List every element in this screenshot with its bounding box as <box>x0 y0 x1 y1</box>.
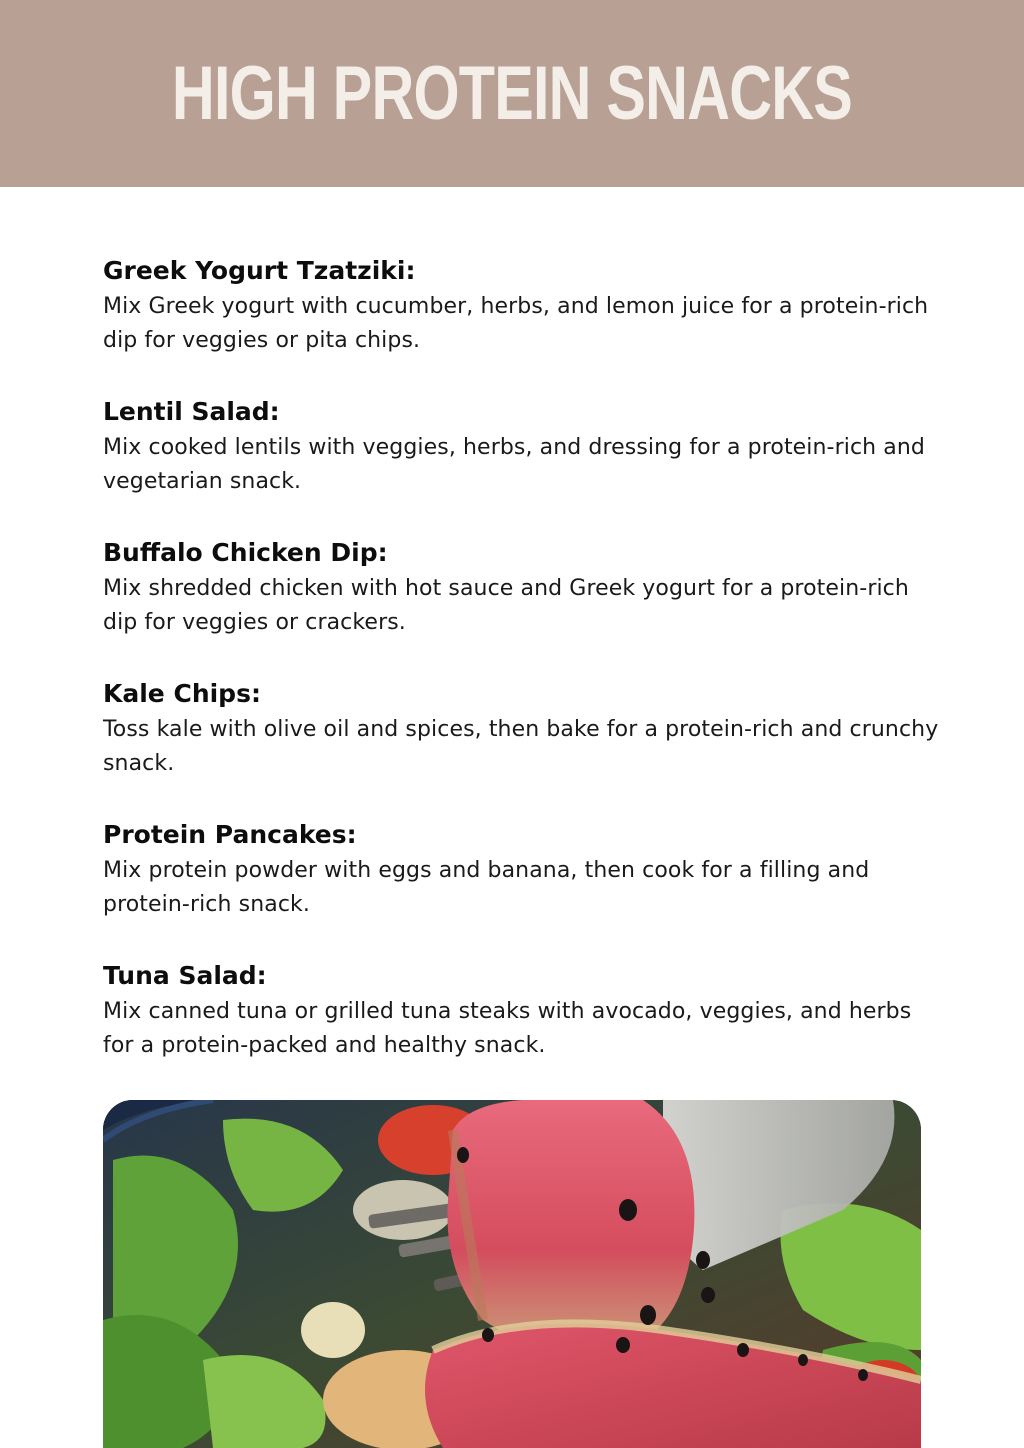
snack-item <box>103 675 943 781</box>
snack-title: Buffalo Chicken Dip: <box>103 538 388 567</box>
snack-list <box>103 252 943 1098</box>
snack-item <box>103 252 943 358</box>
snack-title: Lentil Salad: <box>103 397 280 426</box>
tuna-salad-photo <box>103 1100 921 1448</box>
snack-item <box>103 393 943 499</box>
page-header <box>0 0 1024 187</box>
snack-description: Mix cooked lentils with veggies, herbs, and dressing for a protein-rich and vegetarian snack. <box>103 435 925 494</box>
snack-description: Toss kale with olive oil and spices, then bake for a protein-rich and crunchy snack. <box>103 717 939 776</box>
snack-item <box>103 957 943 1063</box>
page-title: HIGH PROTEIN SNACKS <box>171 51 853 136</box>
snack-title: Tuna Salad: <box>103 961 267 990</box>
snack-title: Protein Pancakes: <box>103 820 357 849</box>
snack-title: Greek Yogurt Tzatziki: <box>103 256 416 285</box>
snack-description: Mix protein powder with eggs and banana, then cook for a filling and protein-rich snack. <box>103 858 870 917</box>
tuna-salad-illustration <box>103 1100 921 1448</box>
snack-description: Mix Greek yogurt with cucumber, herbs, and lemon juice for a protein-rich dip for veggies or pita chips. <box>103 294 929 353</box>
snack-description: Mix shredded chicken with hot sauce and Greek yogurt for a protein-rich dip for veggies or crackers. <box>103 576 909 635</box>
snack-item <box>103 816 943 922</box>
snack-item <box>103 534 943 640</box>
snack-title: Kale Chips: <box>103 679 261 708</box>
snack-description: Mix canned tuna or grilled tuna steaks with avocado, veggies, and herbs for a protein-packed and healthy snack. <box>103 999 912 1058</box>
